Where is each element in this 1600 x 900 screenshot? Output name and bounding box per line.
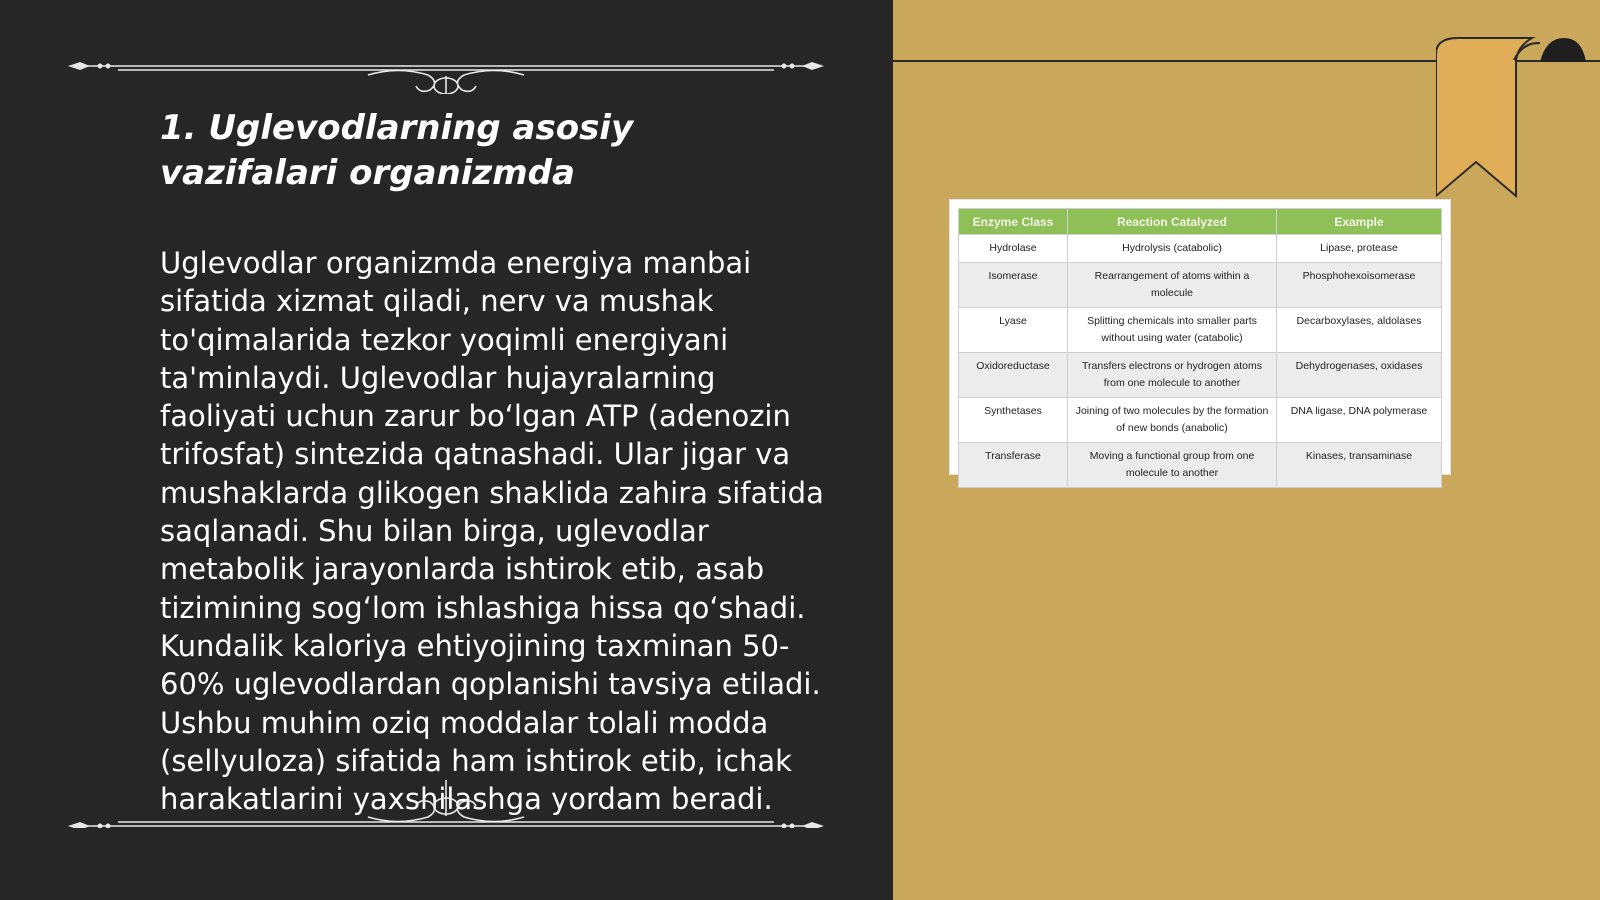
slide-body-text: Uglevodlar organizmda energiya manbai sifatida xizmat qiladi, nerv va mushak to'qimalarida tezkor yoqimli energiyani ta'minlaydi. Uglevodlar hujayralarning faoliyati uchun zarur bo‘lgan ATP (adenozin trifosfat) sintezida qatnashadi. Ular jigar va mushaklarda glikogen shaklida zahira sifatida saqlanadi. Shu bilan birga, uglevodlar metabolik jarayonlarda ishtirok etib, asab tizimining sog‘lom ishlashiga hissa qo‘shadi. Kundalik kaloriya ehtiyojining taxminan 50-60% uglevodlardan qoplanishi tavsiya etiladi. Ushbu muhim oziq moddalar tolali modda (sellyuloza) sifatida ham ishtirok etib, ichak harakatlarini yaxshilashga yordam beradi.	[160, 246, 824, 817]
bookmark-ribbon-icon	[1436, 36, 1540, 198]
top-flourish-divider-icon	[68, 44, 824, 94]
bottom-flourish-divider-icon	[68, 778, 824, 828]
table-cell: Phosphohexoisomerase	[1277, 263, 1442, 308]
table-cell: Joining of two molecules by the formation of new bonds (anabolic)	[1068, 398, 1277, 443]
table-cell: Lipase, protease	[1277, 235, 1442, 263]
enzyme-table-image	[950, 200, 1450, 479]
table-header-row	[959, 209, 1442, 235]
table-cell: Dehydrogenases, oxidases	[1277, 353, 1442, 398]
table-header-cell: Reaction Catalyzed	[1068, 209, 1277, 235]
table-cell: Hydrolysis (catabolic)	[1068, 235, 1277, 263]
table-cell: Kinases, transaminase	[1277, 443, 1442, 488]
table-row	[959, 235, 1442, 263]
table-cell: Lyase	[959, 308, 1068, 353]
table-header-cell: Enzyme Class	[959, 209, 1068, 235]
table-row	[959, 398, 1442, 443]
table-row	[959, 353, 1442, 398]
table-cell: Synthetases	[959, 398, 1068, 443]
table-row	[959, 308, 1442, 353]
table-cell: Hydrolase	[959, 235, 1068, 263]
table-cell: Transferase	[959, 443, 1068, 488]
table-cell: Rearrangement of atoms within a molecule	[1068, 263, 1277, 308]
table-row	[959, 443, 1442, 488]
table-cell: Decarboxylases, aldolases	[1277, 308, 1442, 353]
slide-title: 1. Uglevodlarning asosiy vazifalari organizmda	[160, 108, 634, 193]
enzyme-classes-table	[958, 208, 1442, 488]
table-cell: Transfers electrons or hydrogen atoms from one molecule to another	[1068, 353, 1277, 398]
table-cell: Splitting chemicals into smaller parts without using water (catabolic)	[1068, 308, 1277, 353]
table-cell: DNA ligase, DNA polymerase	[1277, 398, 1442, 443]
table-cell: Isomerase	[959, 263, 1068, 308]
table-header-cell: Example	[1277, 209, 1442, 235]
table-cell: Oxidoreductase	[959, 353, 1068, 398]
table-row	[959, 263, 1442, 308]
bookmark-curl-icon	[1540, 36, 1586, 66]
table-cell: Moving a functional group from one molecule to another	[1068, 443, 1277, 488]
